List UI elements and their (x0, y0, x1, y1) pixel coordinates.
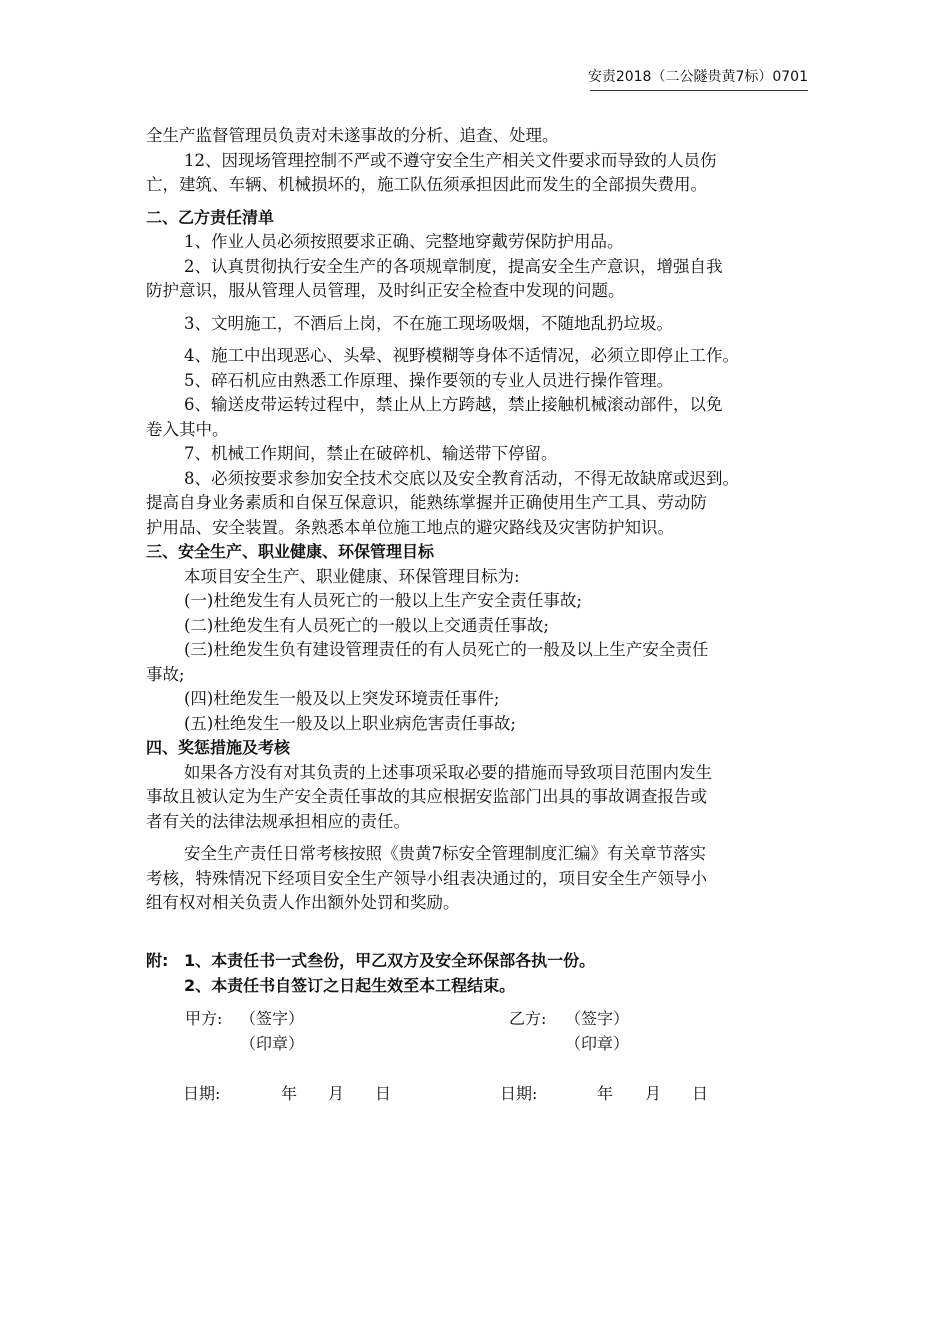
party-a-date-label: 日期: (183, 1084, 221, 1103)
text-line: 7、机械工作期间，禁止在破碎机、输送带下停留。 (184, 444, 558, 463)
attachment-item-2: 2、本责任书自签订之日起生效至本工程结束。 (184, 975, 516, 995)
party-b-seal: （印章） (565, 1034, 630, 1053)
party-b-date-label: 日期: (500, 1084, 538, 1103)
text-line: 3、文明施工，不酒后上岗，不在施工现场吸烟，不随地乱扔垃圾。 (184, 313, 673, 333)
document-reference-number: 安责2018（二公隧贵黄7标）0701 (587, 69, 808, 85)
text-line: 2、认真贯彻执行安全生产的各项规章制度，提高安全生产意识，增强自我 (184, 256, 723, 276)
text-line: 1、作业人员必须按照要求正确、完整地穿戴劳保防护用品。 (184, 232, 624, 251)
party-b-date-month: 月 (645, 1084, 662, 1103)
party-b-sign: （签字） (565, 1009, 630, 1028)
text-line: (一)杜绝发生有人员死亡的一般以上生产安全责任事故; (184, 591, 582, 610)
attachment-label: 附: (146, 951, 169, 970)
party-b-date-day: 日 (692, 1084, 709, 1103)
header-underline (590, 90, 808, 91)
text-line: 12、因现场管理控制不严或不遵守安全生产相关文件要求而导致的人员伤 (184, 150, 717, 170)
text-line: 者有关的法律法规承担相应的责任。 (146, 811, 410, 831)
document-body (146, 124, 806, 916)
text-line: 卷入其中。 (146, 419, 229, 439)
text-line: 提高自身业务素质和自保互保意识，能熟练掌握并正确使用生产工具、劳动防 (146, 493, 707, 512)
paragraph-spacer (146, 834, 806, 842)
text-line: 亡，建筑、车辆、机械损坏的，施工队伍须承担因此而发生的全部损失费用。 (146, 175, 707, 194)
text-line: (二)杜绝发生有人员死亡的一般以上交通责任事故; (184, 615, 549, 635)
section-heading: 二、乙方责任清单 (146, 207, 275, 227)
text-line: 6、输送皮带运转过程中，禁止从上方跨越，禁止接触机械滚动部件，以免 (184, 395, 723, 414)
text-line: 本项目安全生产、职业健康、环保管理目标为: (184, 566, 520, 586)
text-line: 事故且被认定为生产安全责任事故的其应根据安监部门出具的事故调查报告或 (146, 787, 707, 806)
text-line: 4、施工中出现恶心、头晕、视野模糊等身体不适情况，必须立即停止工作。 (184, 346, 739, 365)
text-line: 如果各方没有对其负责的上述事项采取必要的措施而导致项目范围内发生 (184, 762, 712, 782)
text-line: (五)杜绝发生一般及以上职业病危害责任事故; (184, 713, 516, 733)
party-a-label: 甲方: (185, 1009, 223, 1028)
party-b-label: 乙方: (509, 1009, 547, 1028)
text-line: 护用品、安全装置。条熟悉本单位施工地点的避灾路线及灾害防护知识。 (146, 517, 674, 537)
party-a-seal: （印章） (240, 1034, 305, 1053)
attachment-item-1 (146, 949, 806, 974)
text-line: 事故; (146, 664, 185, 684)
attachment-item-1-text: 1、本责任书一式叁份，甲乙双方及安全环保部各执一份。 (184, 951, 596, 970)
party-a-date-year: 年 (281, 1084, 298, 1103)
attachment-notes (146, 949, 806, 998)
section-heading: 四、奖惩措施及考核 (146, 738, 291, 757)
text-line: 防护意识，服从管理人员管理，及时纠正安全检查中发现的问题。 (146, 281, 625, 300)
party-a-sign: （签字） (240, 1009, 305, 1028)
text-line: 安全生产责任日常考核按照《贵黄7标安全管理制度汇编》有关章节落实 (184, 844, 706, 863)
text-line: 5、碎石机应由熟悉工作原理、操作要领的专业人员进行操作管理。 (184, 370, 673, 390)
party-a-date-day: 日 (375, 1084, 392, 1103)
paragraph-spacer (146, 198, 806, 206)
paragraph-spacer (146, 336, 806, 344)
text-line: (四)杜绝发生一般及以上突发环境责任事件; (184, 689, 500, 708)
text-line: 8、必须按要求参加安全技术交底以及安全教育活动，不得无故缺席或迟到。 (184, 468, 739, 488)
text-line: 考核，特殊情况下经项目安全生产领导小组表决通过的，项目安全生产领导小 (146, 868, 707, 888)
paragraph-spacer (146, 304, 806, 312)
text-line: 全生产监督管理员负责对未遂事故的分析、追查、处理。 (146, 126, 559, 145)
party-b-date-year: 年 (597, 1084, 614, 1103)
section-heading: 三、安全生产、职业健康、环保管理目标 (146, 542, 435, 561)
party-a-date-month: 月 (328, 1084, 345, 1103)
text-line: (三)杜绝发生负有建设管理责任的有人员死亡的一般及以上生产安全责任 (184, 640, 709, 659)
text-line: 组有权对相关负责人作出额外处罚和奖励。 (146, 893, 460, 912)
